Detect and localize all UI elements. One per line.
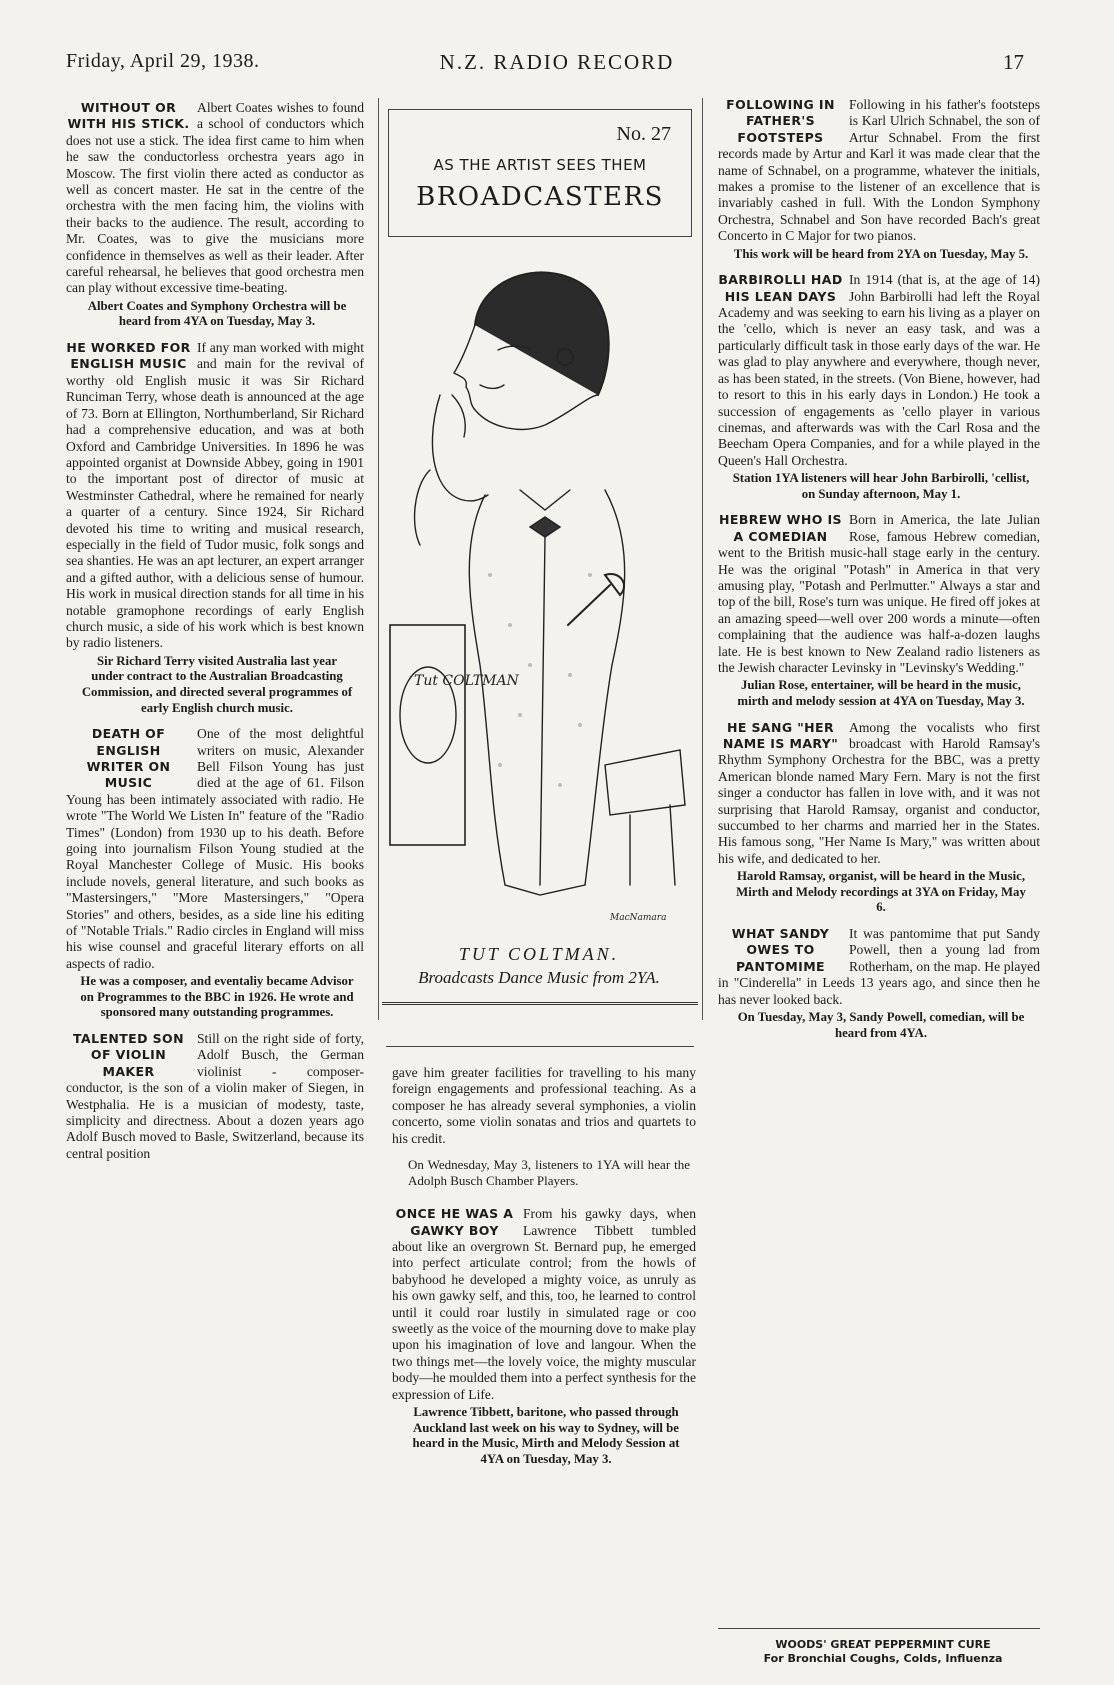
divider [386,1046,694,1047]
article-hebrew-comedian [718,512,1040,715]
advertisement [733,1638,1033,1666]
article-heading: TALENTED SON OF VIOLIN MAKER [73,1031,184,1079]
article-her-name-is-mary [718,720,1040,922]
article-body: Among the vocalists who first broadcast with Harold Ramsay's Rhythm Symphony Orchestra for the BBC, was a pretty American blonde named Mary Fern. Mary is not the first singer a conductor has fallen in love with, and it was not surprising that Harold Ramsay, organist and conductor, succumbed to her charms and married her in the States. His famous song, "Her Name Is Mary," was written about his wife, and dedicated to her. [718,719,1040,866]
masthead-title: N.Z. RADIO RECORD [439,50,675,74]
feature-number: No. 27 [616,123,671,145]
article-body: From his gawky days, when Lawrence Tibbett tumbled about like an overgrown St. Bernard pup, he emerged into perfect articulate control; from the howls of babyhood he developed a mighty voice, as unruly as his own gawky self, and this, too, he learned to control until it could roar lustily in simulated rage or coo sweetly as the voice of the mourning dove to make play upon his imagination of love and langour. When the two things met—the lovely voice, the mighty muscular body—he moulded them into a perfect synthesis for the expression of Life. [392,1206,696,1402]
feature-subtitle: AS THE ARTIST SEES THEM [433,156,647,174]
broadcast-note: He was a composer, and eventaliy became Advisor on Programmes to the BBC in 1926. He wrote and sponsored many outstanding programmes. [80,974,354,1020]
caption-subtitle: Broadcasts Dance Music from 2YA. [418,968,660,987]
drum-lettering: Tut COLTMAN [414,673,519,689]
broadcast-note: Station 1YA listeners will hear John Barbirolli, 'cellist, on Sunday afternoon, May 1. [732,471,1030,501]
article-heading: BARBIROLLI HAD HIS LEAN DAYS [718,272,843,304]
broadcast-note: Albert Coates and Symphony Orchestra will be heard from 4YA on Tuesday, May 3. [87,298,347,329]
article-without-stick [66,100,364,336]
article-heading: WITHOUT OR WITH HIS STICK. [67,100,190,132]
broadcast-note: Sir Richard Terry visited Australia last year under contract to the Australian Broadcasting Commission, and directed several programmes of early English church music. [81,653,353,715]
article-heading: HE SANG "HER NAME IS MARY" [722,719,839,751]
article-heading: ONCE HE WAS A GAWKY BOY [395,1206,514,1238]
article-body: Albert Coates wishes to found a school of conductors which does not use a stick. The idea first came to him when he saw the conductorless orchestra years ago in Moscow. The first violin there acted as conductor as well as concert master. He sat in the centre of the orchestra with the men facing him, the violins with their backs to the audience. The result, according to Mr. Coates, was to give the musicians more confidence in themselves as well as their leader. After careful rehearsal, he believes that good orchestra men can play without excessive time-beating. [66,100,364,296]
article-body: It was pantomime that put Sandy Powell, then a young lad from Rotherham, on the map. He played in "Cinderella" in Leeds 13 years ago, and since then he has never looked back. [718,926,1040,1007]
article-heading: WHAT SANDY OWES TO PANTOMIME [731,926,830,974]
article-fathers-footsteps [718,97,1040,268]
advert-subline: For Bronchial Coughs, Colds, Influenza [763,1652,1003,1665]
article-body: In 1914 (that is, at the age of 14) John Barbirolli had left the Royal Academy and was seeking to earn his living as a player on the 'cello, which is never an easy task, and was a particularly difficult task in those early days of the war. He was glad to play anywhere and everywhere, though never, as has been stated, in the streets. (Von Biene, however, had to resort to this in his early days in London.) He took a succession of engagements as 'cello player in various cinemas, and afterwards was with the Carl Rosa and the Beecham Opera Companies, and for a while played in the Queen's Hall Orchestra. [718,272,1040,468]
divider [382,1002,698,1005]
article-body: One of the most delightful writers on music, Alexander Bell Filson Young has just died at the age of 61. Filson Young has been intimately associated with radio. He wrote "The World We Listen In" feature of the "Radio Times" (London) from 1930 up to his death. Before going into journalism Filson Young studied at the Royal Manchester College of Music. His books include novels, general literature, and such books as "Mastersingers," "More Mastersingers," "Opera Stories" and others, besides, as a side line his editing of "Notable Trials." Radio circles in England will miss his wise counsel and graceful literary efforts on all aspects of radio. [66,726,364,971]
article-heading: HE WORKED FOR ENGLISH MUSIC [66,340,191,372]
caption-name: TUT COLTMAN. [458,944,620,964]
article-barbirolli [718,272,1040,508]
feature-title-box [388,109,692,237]
article-heading: HEBREW WHO IS A COMEDIAN [719,512,842,544]
broadcast-note: On Tuesday, May 3, Sandy Powell, comedian, will be heard from 4YA. [737,1010,1025,1040]
divider [718,1628,1040,1629]
artist-signature: MacNamara [610,913,667,923]
article-body: Born in America, the late Julian Rose, famous Hebrew comedian, went to the British music-hall stage early in the century. He was the original "Potash" in America in that very amusing play, "Potash and Perlmutter." Always a star and top of the bill, Rose's turn was unique. He fired off jokes at an amazing speed—well over 200 words a minute—often complaining that the audience was half-a-dozen laughs late. He is best known to New Zealand radio listeners as the Jewish character Levinsky in "Levinsky's Wedding." [718,512,1040,675]
continuation-text: gave him greater facilities for travelling to his many foreign engagements and professional teaching. As a composer he has already several symphonies, a violin concerto, some violin sonatas and trios and quartets to his credit. [392,1065,696,1146]
broadcast-note: On Wednesday, May 3, listeners to 1YA will hear the Adolph Busch Chamber Players. [408,1157,690,1188]
article-violin-maker [66,1031,364,1162]
advert-headline: WOODS' GREAT PEPPERMINT CURE [775,1638,991,1651]
right-column [718,97,1040,1051]
article-body: Following in his father's footsteps is Karl Ulrich Schnabel, the son of Artur Schnabel. From the first records made by Artur and Karl it was made clear that the name of Schnabel, on a programme, whatever the initials, makes a promise to the listener of an excellence that is invariably cashed in full. With the London Symphony Orchestra, Schnabel and Son have recorded Bach's great Concerto in C Major for two pianos. [718,97,1040,244]
broadcast-note: Lawrence Tibbett, baritone, who passed through Auckland last week on his way to Sydney, will be heard in the Music, Mirth and Melody Session at 4YA on Tuesday, May 3. [412,1405,680,1466]
left-column [66,100,364,1166]
caricature-illustration [380,245,698,935]
article-heading: FOLLOWING IN FATHER'S FOOTSTEPS [726,97,835,145]
article-heading: DEATH OF ENGLISH WRITER ON MUSIC [86,726,171,791]
broadcast-note: Julian Rose, entertainer, will be heard in the music, mirth and melody session at 4YA on Tuesday, May 3. [737,678,1025,708]
broadcast-note: This work will be heard from 2YA on Tuesday, May 5. [733,246,1029,261]
article-english-music [66,340,364,722]
article-death-of-writer [66,726,364,1027]
page-number: 17 [1003,50,1024,74]
article-sandy-pantomime [718,926,1040,1047]
middle-column [392,1065,696,1477]
broadcast-note: Harold Ramsay, organist, will be heard in the Music, Mirth and Melody recordings at 3YA on Friday, May 6. [736,869,1026,915]
article-body: Still on the right side of forty, Adolf Busch, the German violinist - composer-conductor, is the son of a violin maker of Siegen, in Westphalia. He is a musician of modesty, taste, simplicity and directness. About a dozen years ago Adolf Busch moved to Basle, Switzerland, because its central position [66,1031,364,1161]
article-body: If any man worked with might and main for the revival of worthy old English music it was Sir Richard Runciman Terry, whose death is announced at the age of 73. Born at Ellington, Northumberland, Sir Richard had a comprehensive education, and was at both Oxford and Cambridge Universities. In 1896 he was appointed organist at Downside Abbey, going in 1901 to the important post of director of music at Westminster Cathedral, where he remained for nearly a quarter of a century. Since 1924, Sir Richard devoted his time to writing and musical research, especially in the field of Tudor music, folk songs and sea shanties. He was an apt lecturer, an expert arranger and a gifted author, with a delicious sense of humour. His work in musical direction stands for all time in his notable gramophone recordings of early English church music, a side of his work which is best known by radio listeners. [66,340,364,651]
feature-title: BROADCASTERS [416,182,664,212]
issue-date: Friday, April 29, 1938. [66,50,260,72]
article-gawky-boy [392,1206,696,1473]
